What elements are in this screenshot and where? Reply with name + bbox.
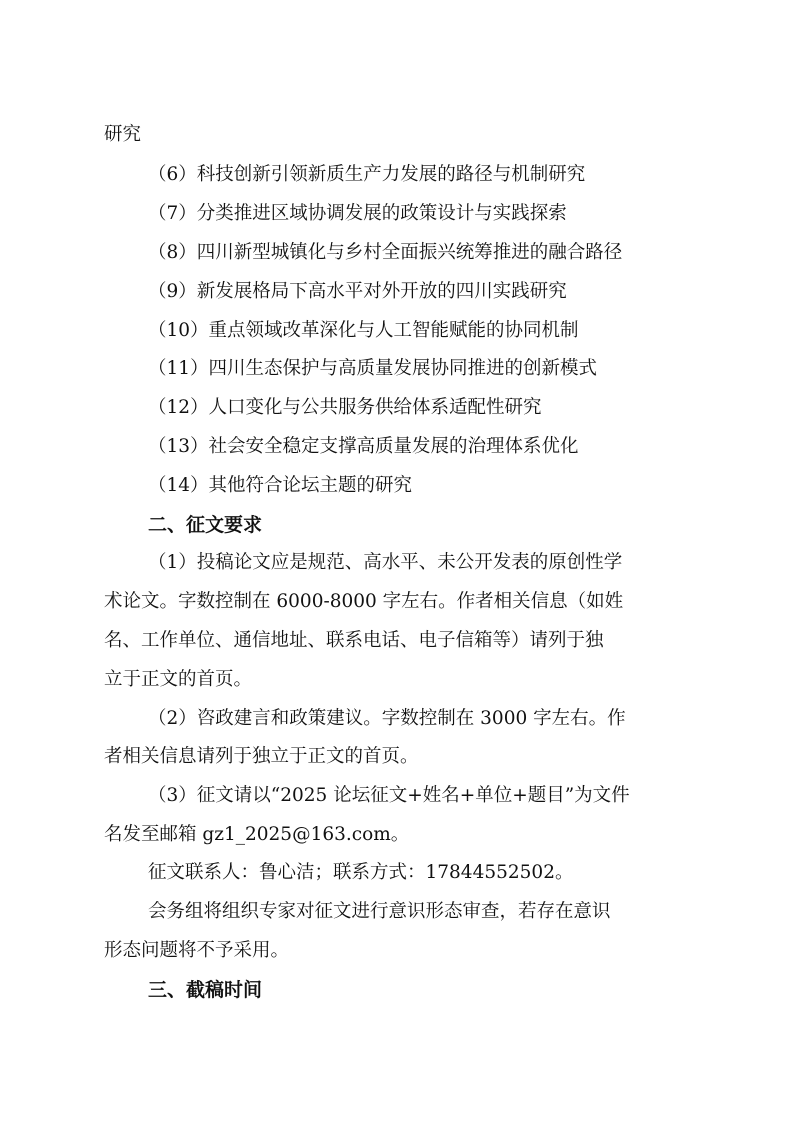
requirement-1-line: 立于正文的首页。 (104, 669, 253, 690)
continuation-text: 研究 (104, 124, 142, 145)
section-heading-deadline: 三、截稿时间 (148, 979, 263, 1001)
requirement-1-line: 术论文。字数控制在 6000-8000 字左右。作者相关信息（如姓 (104, 591, 624, 612)
topic-item-12: （12）人口变化与公共服务供给体系适配性研究 (148, 397, 542, 418)
requirement-1-line: 名、工作单位、通信地址、联系电话、电子信箱等）请列于独 (104, 630, 604, 651)
topic-item-13: （13）社会安全稳定支撑高质量发展的治理体系优化 (148, 436, 579, 457)
requirement-3-line: （3）征文请以“2025 论坛征文+姓名+单位+题目”为文件 (148, 785, 630, 806)
review-line: 形态问题将不予采用。 (104, 940, 290, 961)
topic-item-10: （10）重点领域改革深化与人工智能赋能的协同机制 (148, 320, 579, 341)
topic-item-11: （11）四川生态保护与高质量发展协同推进的创新模式 (148, 358, 598, 379)
topic-item-7: （7）分类推进区域协调发展的政策设计与实践探索 (148, 203, 567, 224)
topic-item-8: （8）四川新型城镇化与乡村全面振兴统筹推进的融合路径 (148, 242, 623, 263)
topic-item-14: （14）其他符合论坛主题的研究 (148, 475, 413, 496)
topic-item-9: （9）新发展格局下高水平对外开放的四川实践研究 (148, 281, 567, 302)
requirement-2-line: （2）咨政建言和政策建议。字数控制在 3000 字左右。作 (148, 708, 626, 729)
requirement-1-line: （1）投稿论文应是规范、高水平、未公开发表的原创性学 (148, 552, 623, 573)
requirement-2-line: 者相关信息请列于独立于正文的首页。 (104, 746, 419, 767)
review-line: 会务组将组织专家对征文进行意识形态审查，若存在意识 (148, 901, 611, 922)
section-heading-requirements: 二、征文要求 (148, 514, 263, 536)
requirement-3-line: 名发至邮箱 gz1_2025@163.com。 (104, 824, 410, 845)
contact-line: 征文联系人：鲁心洁；联系方式：17844552502。 (148, 862, 574, 883)
topic-item-6: （6）科技创新引领新质生产力发展的路径与机制研究 (148, 164, 586, 185)
